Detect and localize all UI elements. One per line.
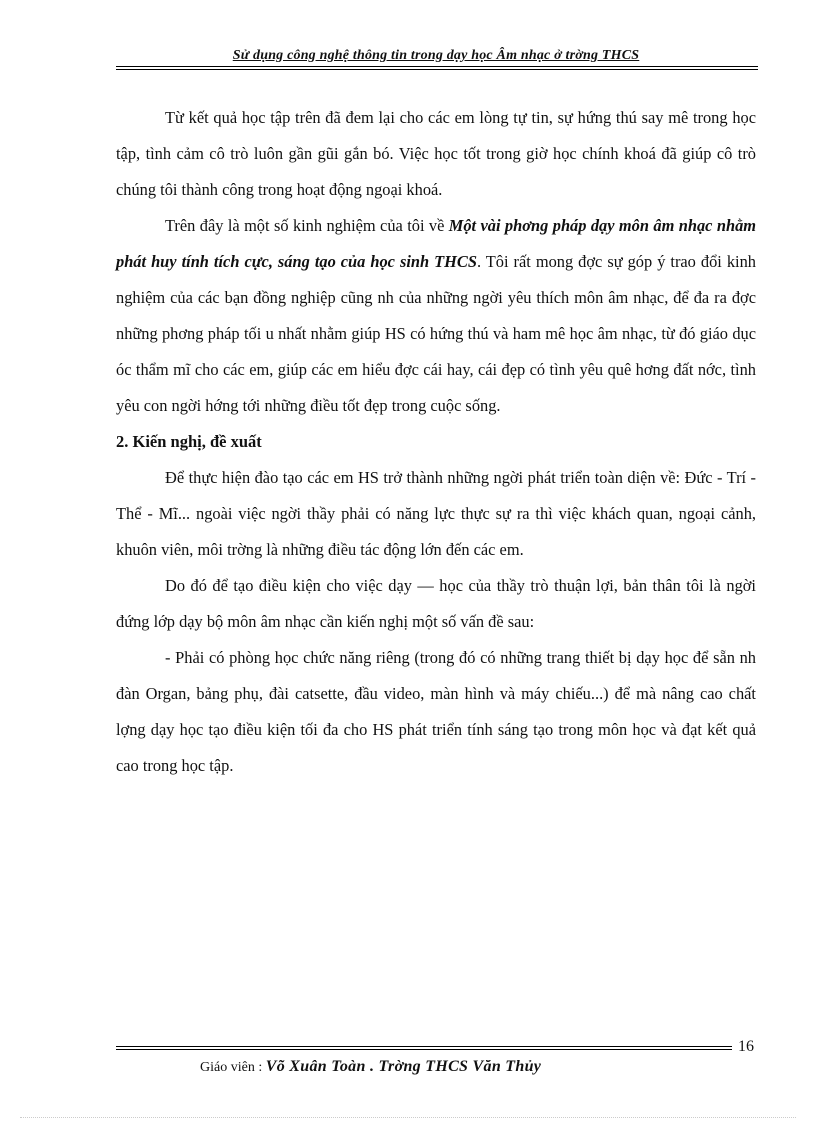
page-edge-divider xyxy=(20,1117,796,1118)
footer-divider xyxy=(116,1046,732,1050)
topic-title-emphasis: Một vài phơng pháp dạy môn âm nhạc nhằm phát huy tính tích cực, sáng tạo của học sinh THCS xyxy=(116,216,757,271)
paragraph-conditions: Do đó để tạo điều kiện cho việc dạy — học của thầy trò thuận lợi, bản thân tôi là ngời đứng lớp dạy bộ môn âm nhạc cần kiến nghị một số vấn đề sau: xyxy=(116,576,756,631)
paragraph-results: Từ kết quả học tập trên đã đem lại cho các em lòng tự tin, sự hứng thú say mê trong học tập, tình cảm cô trò luôn gần gũi gắn bó. Việc học tốt trong giờ học chính khoá đã giúp cô trò chúng tôi thành công trong hoạt động ngoại khoá. xyxy=(116,108,756,199)
header-title: Sử dụng công nghệ thông tin trong dạy học Âm nhạc ở trờng THCS xyxy=(232,48,640,63)
header-divider xyxy=(116,66,758,70)
page-number: 16 xyxy=(738,1038,754,1055)
footer xyxy=(200,1058,720,1076)
paragraph-classroom-request: - Phải có phòng học chức năng riêng (trong đó có những trang thiết bị dạy học để sẵn nh đàn Organ, bảng phụ, đài catsette, đầu video, màn hình và máy chiếu...) để mà nâng cao chất lợng dạy học tạo điều kiện tối đa cho HS phát triển tính sáng tạo trong môn học và đạt kết quả cao trong học tập. xyxy=(116,648,756,775)
footer-author: Võ Xuân Toàn . Trờng THCS Văn Thủy xyxy=(265,1058,542,1075)
paragraph-experience-rest: . Tôi rất mong đợc sự góp ý trao đổi kinh nghiệm của các bạn đồng nghiệp cũng nh của những ngời yêu thích môn âm nhạc, để đa ra đợc những phơng pháp tối u nhất nhằm giúp HS có hứng thú và ham mê học âm nhạc, từ đó giáo dục óc thẩm mĩ cho các em, giúp các em hiểu đợc cái hay, cái đẹp có tình yêu quê hơng đất nớc, tình yêu con ngời hớng tới những điều tốt đẹp trong cuộc sống. xyxy=(116,252,756,415)
paragraph-development: Để thực hiện đào tạo các em HS trở thành những ngời phát triển toàn diện về: Đức - Trí - Thể - Mĩ... ngoài việc ngời thầy phải có năng lực thực sự ra thì việc khách quan, ngoại cảnh, khuôn viên, môi trờng là những điều tác động lớn đến các em. xyxy=(116,468,756,559)
section-heading: 2. Kiến nghị, đề xuất xyxy=(116,432,262,451)
document-body xyxy=(116,100,756,784)
footer-label: Giáo viên : xyxy=(200,1060,266,1075)
paragraph-experience-intro: Trên đây là một số kinh nghiệm của tôi về xyxy=(165,216,449,235)
paragraph-experience xyxy=(116,208,756,424)
